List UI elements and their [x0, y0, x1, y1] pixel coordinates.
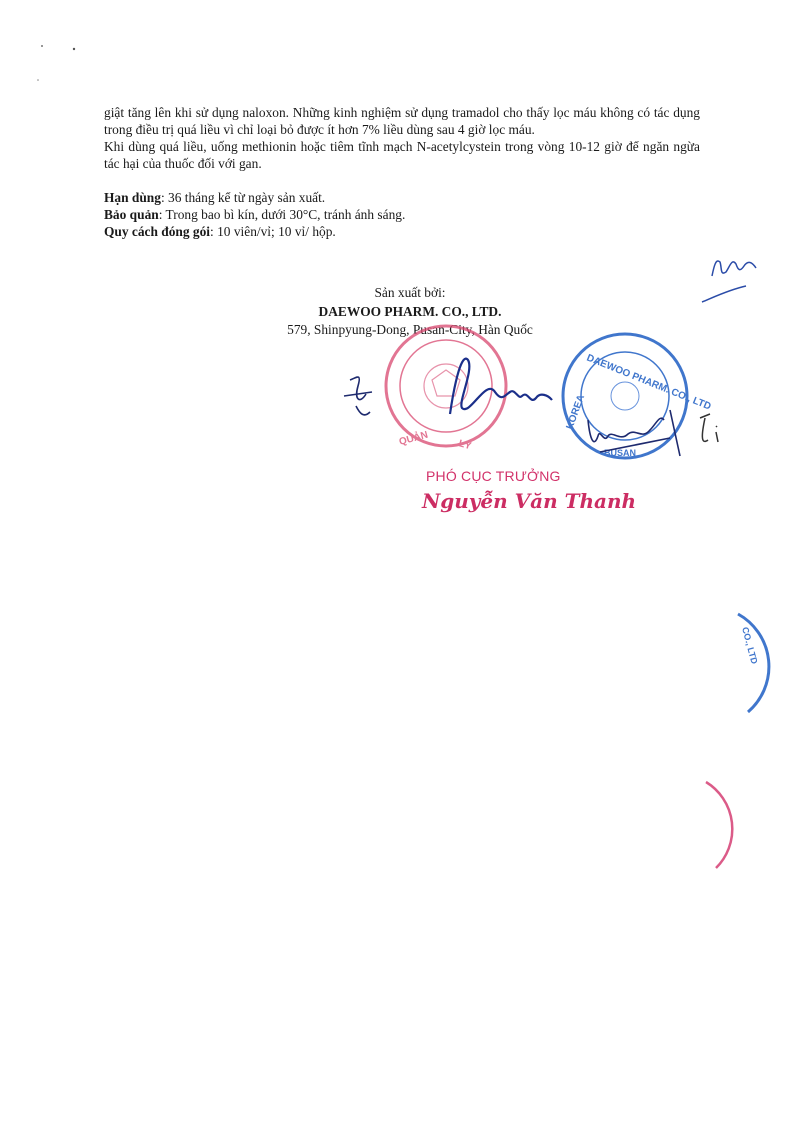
- packing-value: : 10 viên/vỉ; 10 vỉ/ hộp.: [210, 224, 336, 239]
- company-stamp-left-text: KOREA: [564, 393, 588, 432]
- storage-value: : Trong bao bì kín, dưới 30°C, tránh ánh sáng.: [158, 207, 406, 222]
- approval-title: PHÓ CỤC TRƯỞNG: [426, 468, 561, 484]
- blue-company-stamp: [563, 334, 712, 458]
- overdose-paragraph-1: giật tăng lên khi sử dụng naloxon. Những kinh nghiệm sử dụng tramadol cho thấy lọc máu không có tác dụng trong điều trị quá liều vì chỉ loại bỏ được ít hơn 7% liều dùng sau 4 giờ lọc máu.: [104, 105, 700, 137]
- edge-blue-stamp: [738, 614, 769, 712]
- svg-text:LÝ: LÝ: [457, 438, 473, 453]
- shelf-life-label: Hạn dùng: [104, 190, 161, 205]
- svg-text:QUẢN: QUẢN: [397, 429, 430, 448]
- director-signature: [450, 359, 552, 414]
- packing-label: Quy cách đóng gói: [104, 224, 211, 239]
- company-stamp-bottom-text: BUSAN: [604, 448, 637, 458]
- producer-label: Sản xuất bởi:: [374, 285, 446, 300]
- storage-label: Bảo quản: [104, 207, 159, 222]
- shelf-life-value: : 36 tháng kể từ ngày sản xuất.: [160, 190, 326, 205]
- edge-stamp-text: CO., LTD: [740, 625, 760, 666]
- margin-initial: [702, 261, 756, 302]
- edge-red-stamp: [706, 782, 732, 868]
- approval-signer-name: Nguyễn Văn Thanh: [422, 489, 637, 513]
- company-stamp-top-text: DAEWOO PHARM. CO., LTD: [584, 352, 713, 413]
- overdose-paragraph-2: Khi dùng quá liều, uống methionin hoặc tiêm tĩnh mạch N-acetylcystein trong vòng 10-12 giờ để ngăn ngừa tác hại của thuốc đối với gan.: [104, 139, 700, 171]
- initial-signature: [344, 377, 372, 415]
- producer-company: DAEWOO PHARM. CO., LTD.: [318, 303, 502, 319]
- side-initials: [700, 414, 718, 442]
- producer-address: 579, Shinpyung-Dong, Pusan-City, Hàn Quốc: [287, 322, 533, 337]
